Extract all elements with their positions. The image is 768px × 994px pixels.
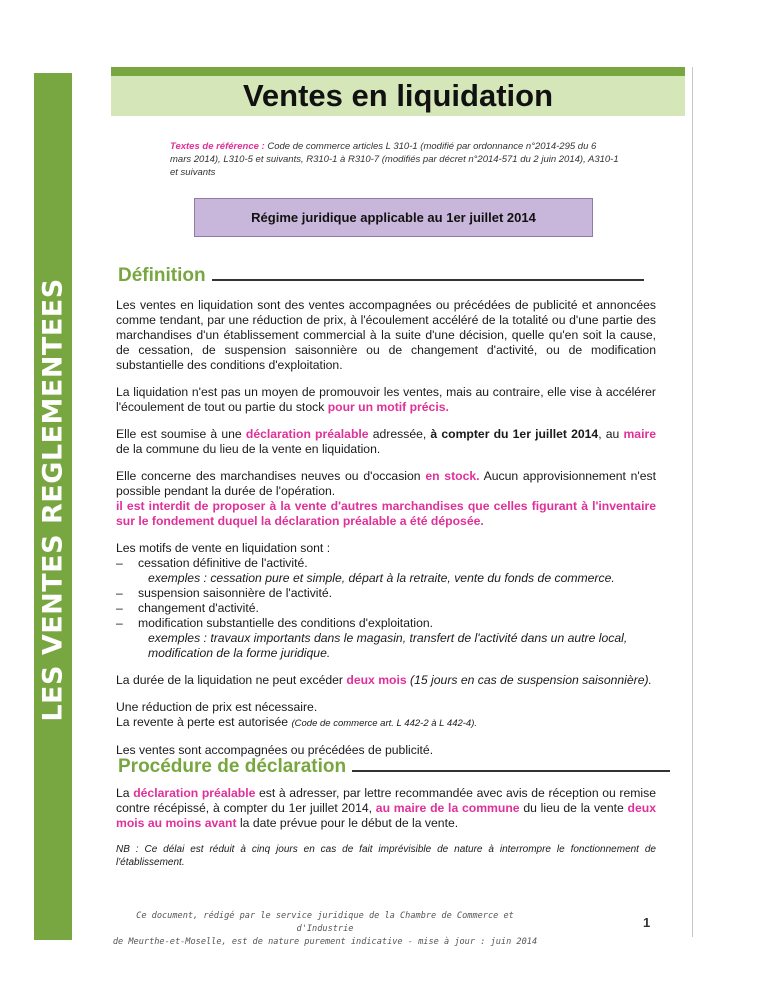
text: Elle est soumise à une [116, 427, 246, 441]
procedure-body [116, 786, 656, 881]
procedure-heading-text: Procédure de déclaration [118, 756, 347, 777]
highlight: déclaration préalable [133, 786, 256, 800]
paragraph: Les ventes en liquidation sont des ventes accompagnées ou précédées de publicité et annoncées comme tendant, par une réduction de prix, à l'écoulement accéléré de la totalité ou d'une partie des marchandises d'un établissement commercial à la suite d'une décision, quelle qu'en soit la cause, de cessation, de suspension saisonnière ou de changement d'activité, ou de modification substantielle des conditions d'exploitation. [116, 298, 656, 372]
list-item-example [116, 571, 656, 586]
regime-box: Régime juridique applicable au 1er juillet 2014 [194, 198, 593, 237]
highlight: pour un motif précis. [327, 400, 449, 414]
definition-heading [118, 265, 644, 287]
italic-text: (15 jours en cas de suspension saisonnière). [406, 673, 652, 687]
text: La durée de la liquidation ne peut excéder [116, 673, 347, 687]
list-item: – suspension saisonnière de l'activité. [116, 586, 333, 600]
example-text: exemples : travaux importants dans le magasin, transfert de l'activité dans un autre local, modification de la forme juridique. [148, 631, 628, 660]
text: Une réduction de prix est nécessaire. [116, 700, 318, 714]
text: Aucun approvisionnement n'est possible pendant la durée de l'opération. [116, 469, 656, 498]
motifs [116, 541, 656, 661]
paragraph [116, 786, 656, 831]
paragraph [116, 427, 656, 457]
bold-text: à compter du 1er juillet 2014 [430, 427, 599, 441]
paragraph: Les ventes sont accompagnées ou précédées de publicité. [116, 743, 434, 757]
text: Elle concerne des marchandises neuves ou d'occasion [116, 469, 426, 483]
page-title: Ventes en liquidation [111, 76, 685, 116]
highlight: au maire de la commune [375, 801, 520, 815]
text: adressée, [368, 427, 431, 441]
highlight: deux mois [346, 673, 407, 687]
footer [110, 910, 540, 949]
side-title: LES VENTES REGLEMENTEES [37, 278, 69, 722]
citation: (Code de commerce art. L 442-2 à L 442-4). [291, 718, 478, 729]
heading-rule [352, 756, 670, 772]
text: est à adresser, par lettre recommandée avec avis de réception ou remise contre récépissé, à compter du 1er juillet 2014, [116, 786, 656, 815]
motifs-intro: Les motifs de vente en liquidation sont : [116, 541, 331, 555]
page-number: 1 [643, 915, 651, 930]
text: , au [598, 427, 624, 441]
references [170, 140, 620, 179]
text: La [116, 786, 134, 800]
procedure-heading [118, 756, 670, 778]
text: La revente à perte est autorisée [116, 715, 292, 729]
paragraph [116, 673, 656, 688]
list-item: – cessation définitive de l'activité. [116, 556, 308, 570]
list-item-text: suspension saisonnière de l'activité. [138, 586, 333, 600]
definition-body [116, 298, 656, 770]
references-text: Code de commerce articles L 310-1 (modifié par ordonnance n°2014-295 du 6 mars 2014), L310-5 et suivants, R310-1 à R310-7 (modifiés par décret n°2014-571 du 2 juin 2014), A310-1 et suivants [170, 141, 619, 178]
paragraph [116, 700, 656, 731]
right-margin-line [692, 67, 693, 937]
text: La liquidation n'est pas un moyen de promouvoir les ventes, mais au contraire, elle vise à accélérer l'écoulement de tout ou partie du stock [116, 385, 656, 414]
motifs-list [116, 556, 656, 661]
paragraph [116, 385, 656, 415]
text: de la commune du lieu de la vente en liquidation. [116, 442, 381, 456]
text: la date prévue pour le début de la vente. [236, 816, 459, 830]
list-item: – modification substantielle des conditions d'exploitation. [116, 616, 434, 630]
heading-rule [212, 265, 644, 281]
title-top-bar [111, 67, 685, 76]
list-item-text: modification substantielle des conditions d'exploitation. [138, 616, 434, 630]
list-item-text: cessation définitive de l'activité. [138, 556, 308, 570]
highlight: maire [623, 427, 656, 441]
list-item: – changement d'activité. [116, 601, 259, 615]
nb-note: NB : Ce délai est réduit à cinq jours en cas de fait imprévisible de nature à interrompre le fonctionnement de l'établissement. [116, 844, 656, 868]
list-item-text: changement d'activité. [138, 601, 259, 615]
text: du lieu de la vente [519, 801, 628, 815]
highlight: déclaration préalable [245, 427, 369, 441]
footer-line: de Meurthe-et-Moselle, est de nature purement indicative - mise à jour : juin 2014 [112, 937, 538, 947]
definition-heading-text: Définition [118, 265, 206, 286]
references-label: Textes de référence : [170, 141, 265, 152]
highlight: deux mois au moins avant [116, 801, 656, 830]
list-item-example [116, 631, 656, 661]
highlight: en stock. [425, 469, 480, 483]
paragraph [116, 469, 656, 529]
footer-line: Ce document, rédigé par le service juridique de la Chambre de Commerce et d'Industrie [136, 911, 514, 934]
highlight: il est interdit de proposer à la vente d'autres marchandises que celles figurant à l'inventaire sur le fondement duquel la déclaration préalable a été déposée. [116, 499, 656, 528]
example-text: exemples : cessation pure et simple, départ à la retraite, vente du fonds de commerce. [148, 571, 615, 585]
